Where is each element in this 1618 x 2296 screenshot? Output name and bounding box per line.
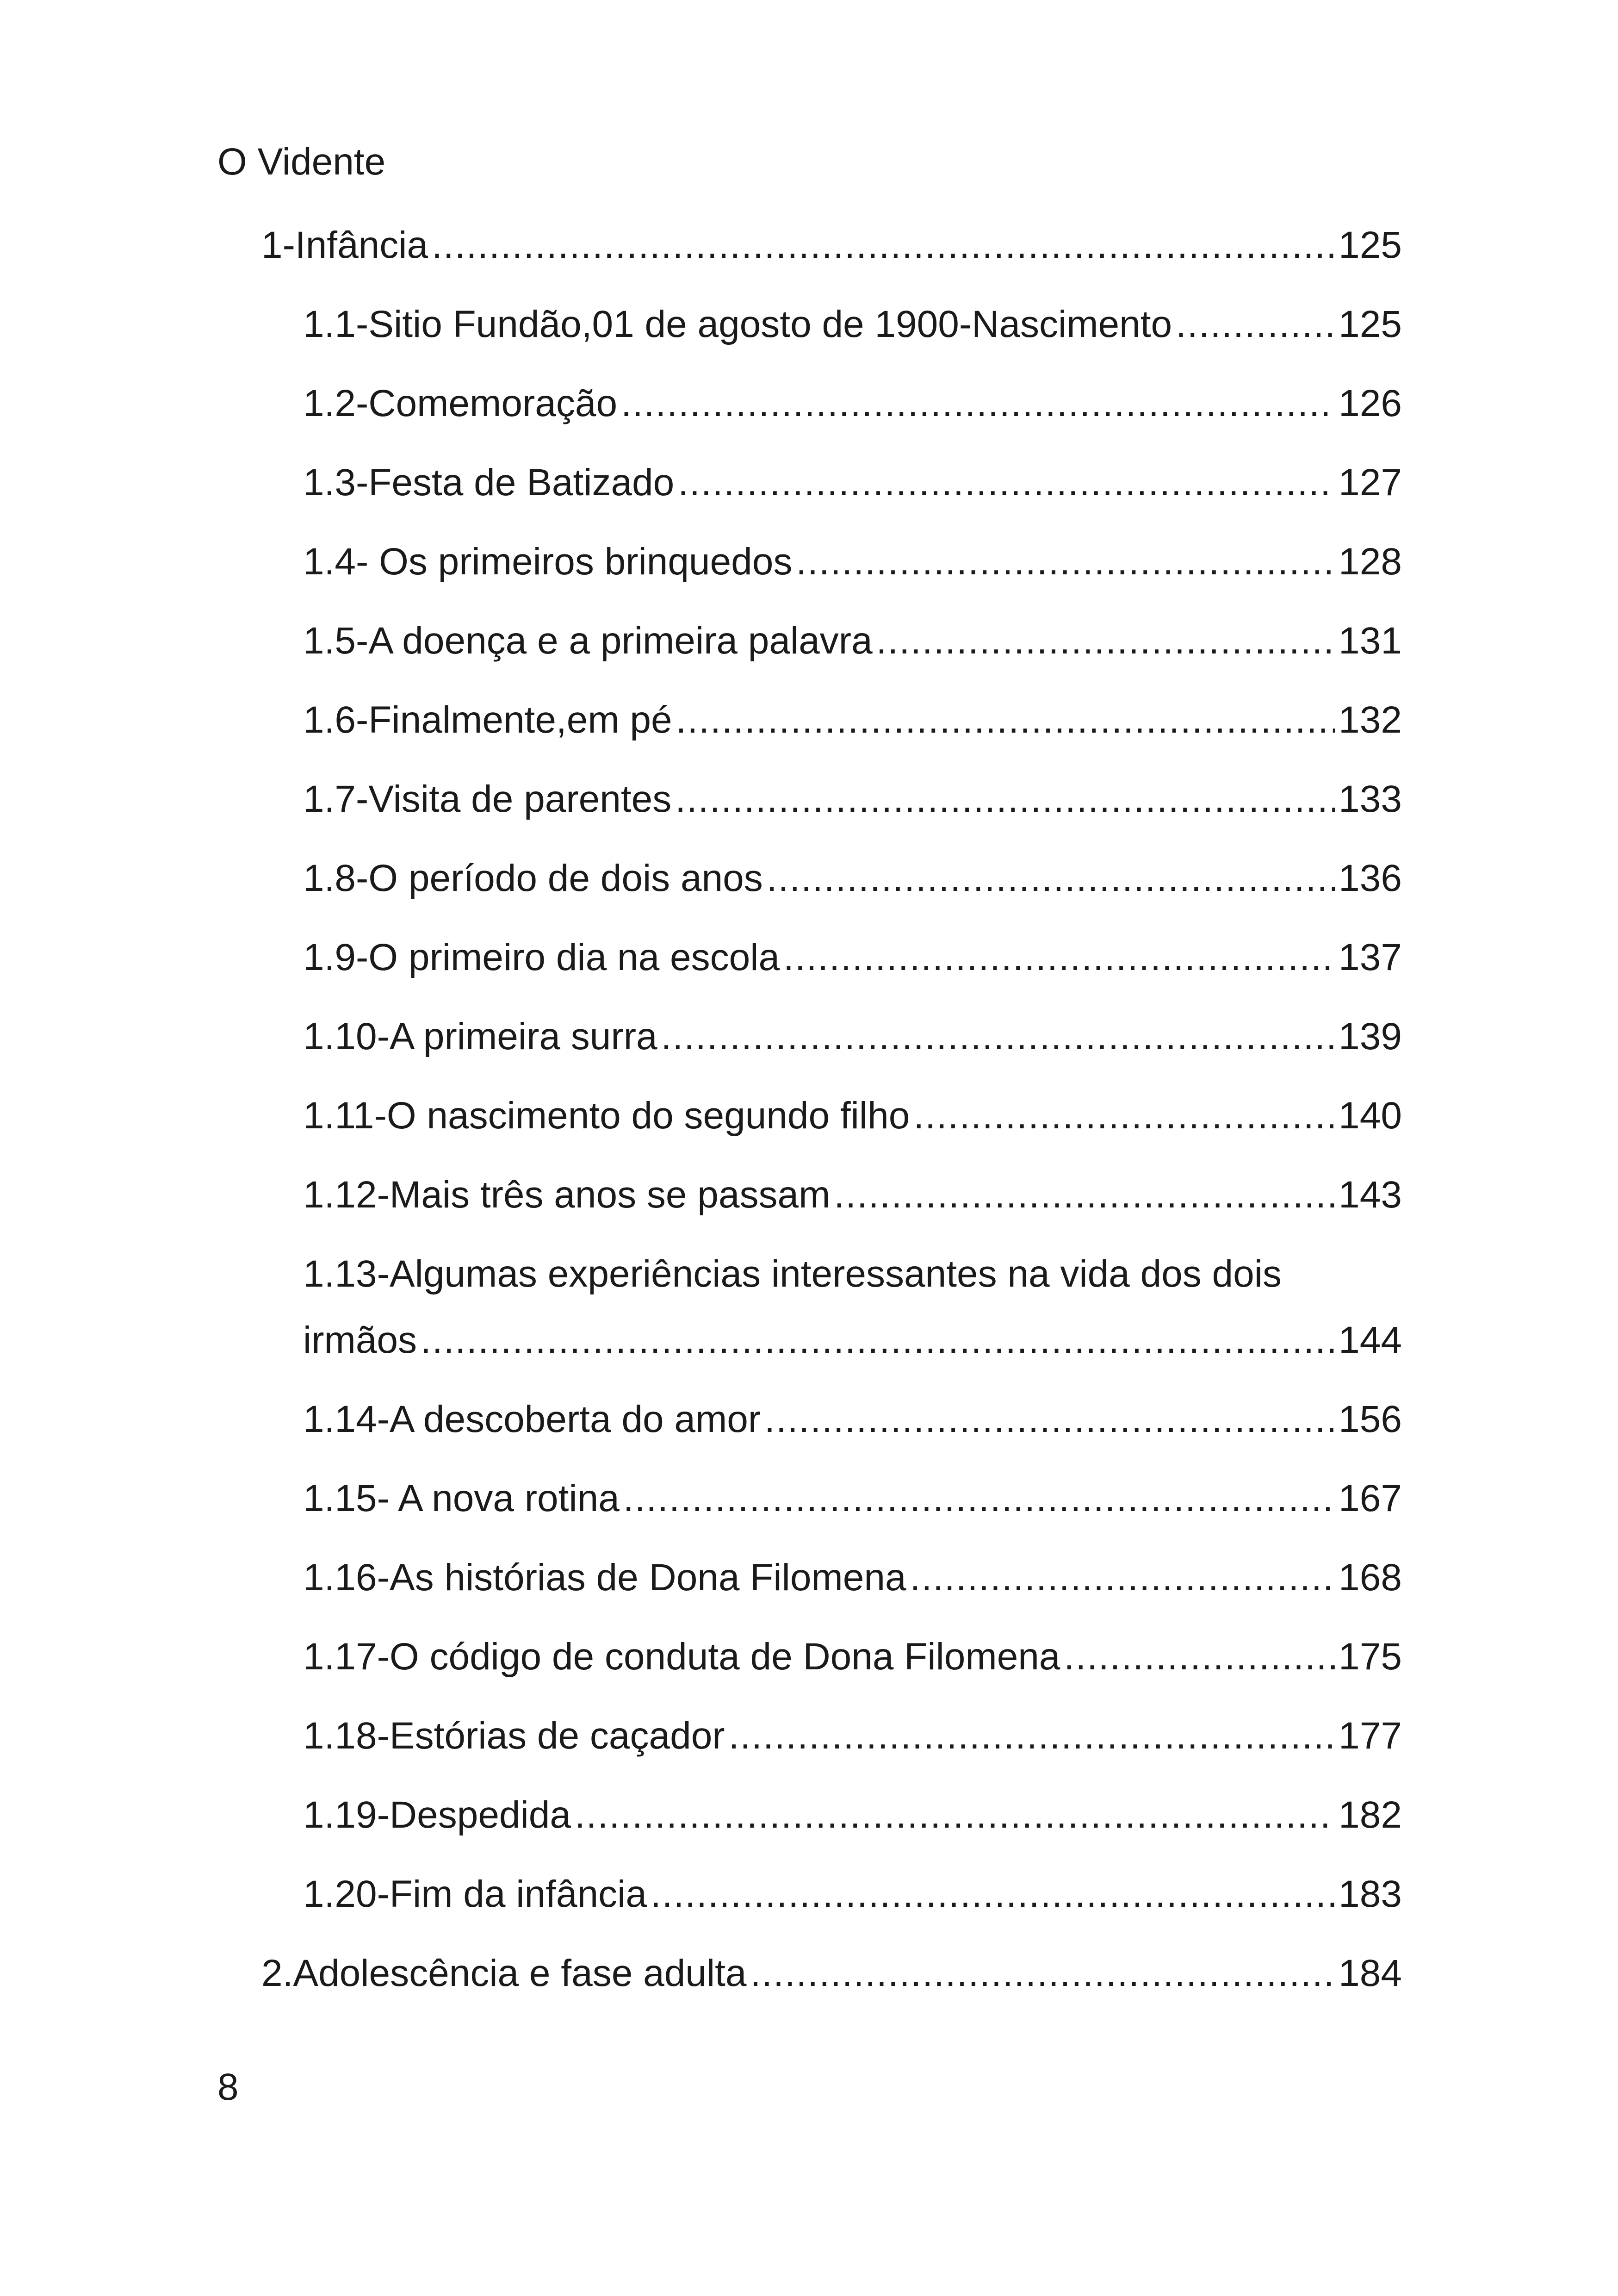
toc-entry-1-9[interactable] <box>303 930 1402 985</box>
toc-leader-dots <box>796 534 1335 590</box>
toc-entry-label-line1: 1.13-Algumas experiências interessantes na vida dos dois <box>303 1253 1282 1295</box>
toc-entry-1-12[interactable] <box>303 1167 1402 1223</box>
toc-entry-label: 1-Infância <box>261 224 428 266</box>
toc-entry-chapter-2[interactable] <box>261 1946 1402 2001</box>
toc-entry-label: 1.6-Finalmente,em pé <box>303 699 672 741</box>
toc-leader-dots <box>661 1009 1335 1064</box>
toc-entry-label: 1.3-Festa de Batizado <box>303 461 675 504</box>
toc-entry-1-4[interactable] <box>303 534 1402 590</box>
toc-entry-page: 144 <box>1339 1319 1402 1361</box>
toc-entry-label: 1.8-O período de dois anos <box>303 857 763 899</box>
toc-leader-dots <box>729 1708 1335 1764</box>
toc-entry-label-line2: irmãos <box>303 1319 417 1361</box>
toc-entry-page: 133 <box>1339 778 1402 820</box>
toc-leader-dots <box>910 1550 1335 1605</box>
toc-entry-page: 156 <box>1339 1398 1402 1440</box>
toc-entry-page: 140 <box>1339 1095 1402 1137</box>
toc-entry-label: 1.10-A primeira surra <box>303 1015 657 1058</box>
toc-entry-1-10[interactable] <box>303 1009 1402 1064</box>
toc-entry-label: 1.5-A doença e a primeira palavra <box>303 620 873 662</box>
toc-leader-dots <box>621 376 1335 431</box>
toc-entry-page: 168 <box>1339 1556 1402 1599</box>
toc-leader-dots <box>913 1088 1335 1144</box>
toc-entry-1-19[interactable] <box>303 1787 1402 1843</box>
toc-entry-1-2[interactable] <box>303 376 1402 431</box>
toc-entry-1-20[interactable] <box>303 1867 1402 1922</box>
toc-leader-dots <box>678 455 1335 510</box>
toc-entry-label: 1.15- A nova rotina <box>303 1477 620 1519</box>
part-title: O Vidente <box>217 141 386 183</box>
toc-entry-label: 1.16-As histórias de Dona Filomena <box>303 1556 906 1599</box>
toc-leader-dots <box>876 613 1335 669</box>
toc-leader-dots <box>432 218 1335 273</box>
toc-entry-label: 1.20-Fim da infância <box>303 1873 647 1915</box>
toc-entry-page: 125 <box>1339 303 1402 345</box>
toc-leader-dots <box>764 1392 1335 1447</box>
toc-entry-page: 137 <box>1339 936 1402 978</box>
toc-entry-page: 125 <box>1339 224 1402 266</box>
toc-leader-dots <box>783 930 1335 985</box>
toc-entry-label: 2.Adolescência e fase adulta <box>261 1952 747 1994</box>
toc-leader-dots <box>421 1313 1335 1368</box>
toc-entry-label: 1.19-Despedida <box>303 1794 571 1836</box>
toc-entry-1-18[interactable] <box>303 1708 1402 1764</box>
toc-entry-label: 1.11-O nascimento do segundo filho <box>303 1095 910 1137</box>
toc-leader-dots <box>750 1946 1335 2001</box>
toc-leader-dots <box>651 1867 1335 1922</box>
toc-entry-page: 136 <box>1339 857 1402 899</box>
toc-entry-1-6[interactable] <box>303 692 1402 748</box>
toc-entry-page: 183 <box>1339 1873 1402 1915</box>
toc-entry-page: 184 <box>1339 1952 1402 1994</box>
page-number: 8 <box>217 2066 239 2108</box>
table-of-contents <box>0 218 1618 2025</box>
toc-entry-page: 175 <box>1339 1636 1402 1678</box>
toc-entry-chapter-1[interactable] <box>261 218 1402 273</box>
toc-entry-page: 139 <box>1339 1015 1402 1058</box>
toc-entry-1-17[interactable] <box>303 1629 1402 1685</box>
toc-entry-label: 1.7-Visita de parentes <box>303 778 672 820</box>
toc-leader-dots <box>1176 297 1335 352</box>
toc-entry-label: 1.12-Mais três anos se passam <box>303 1174 831 1216</box>
toc-entry-1-13[interactable] <box>303 1246 1402 1368</box>
toc-entry-1-14[interactable] <box>303 1392 1402 1447</box>
toc-entry-1-16[interactable] <box>303 1550 1402 1605</box>
toc-entry-page: 177 <box>1339 1715 1402 1757</box>
toc-entry-page: 127 <box>1339 461 1402 504</box>
toc-entry-page: 182 <box>1339 1794 1402 1836</box>
toc-entry-1-3[interactable] <box>303 455 1402 510</box>
toc-leader-dots <box>675 772 1335 827</box>
toc-entry-page: 143 <box>1339 1174 1402 1216</box>
toc-entry-page: 128 <box>1339 541 1402 583</box>
toc-leader-dots <box>834 1167 1335 1223</box>
toc-entry-label: 1.2-Comemoração <box>303 382 618 424</box>
toc-entry-label: 1.1-Sitio Fundão,01 de agosto de 1900-Nascimento <box>303 303 1172 345</box>
toc-leader-dots <box>1064 1629 1335 1685</box>
toc-entry-page: 132 <box>1339 699 1402 741</box>
toc-leader-dots <box>575 1787 1335 1843</box>
toc-entry-line2 <box>303 1313 1402 1368</box>
toc-entry-label: 1.14-A descoberta do amor <box>303 1398 761 1440</box>
toc-entry-label: 1.9-O primeiro dia na escola <box>303 936 780 978</box>
toc-entry-page: 131 <box>1339 620 1402 662</box>
toc-leader-dots <box>767 851 1335 906</box>
toc-entry-label: 1.17-O código de conduta de Dona Filomena <box>303 1636 1060 1678</box>
toc-entry-1-5[interactable] <box>303 613 1402 669</box>
toc-entry-page: 126 <box>1339 382 1402 424</box>
toc-entry-1-7[interactable] <box>303 772 1402 827</box>
toc-entry-label: 1.4- Os primeiros brinquedos <box>303 541 793 583</box>
toc-entry-1-8[interactable] <box>303 851 1402 906</box>
toc-entry-page: 167 <box>1339 1477 1402 1519</box>
toc-leader-dots <box>676 692 1335 748</box>
toc-entry-1-1[interactable] <box>303 297 1402 352</box>
toc-entry-1-15[interactable] <box>303 1471 1402 1526</box>
toc-leader-dots <box>623 1471 1335 1526</box>
toc-entry-1-11[interactable] <box>303 1088 1402 1144</box>
toc-entry-label: 1.18-Estórias de caçador <box>303 1715 725 1757</box>
